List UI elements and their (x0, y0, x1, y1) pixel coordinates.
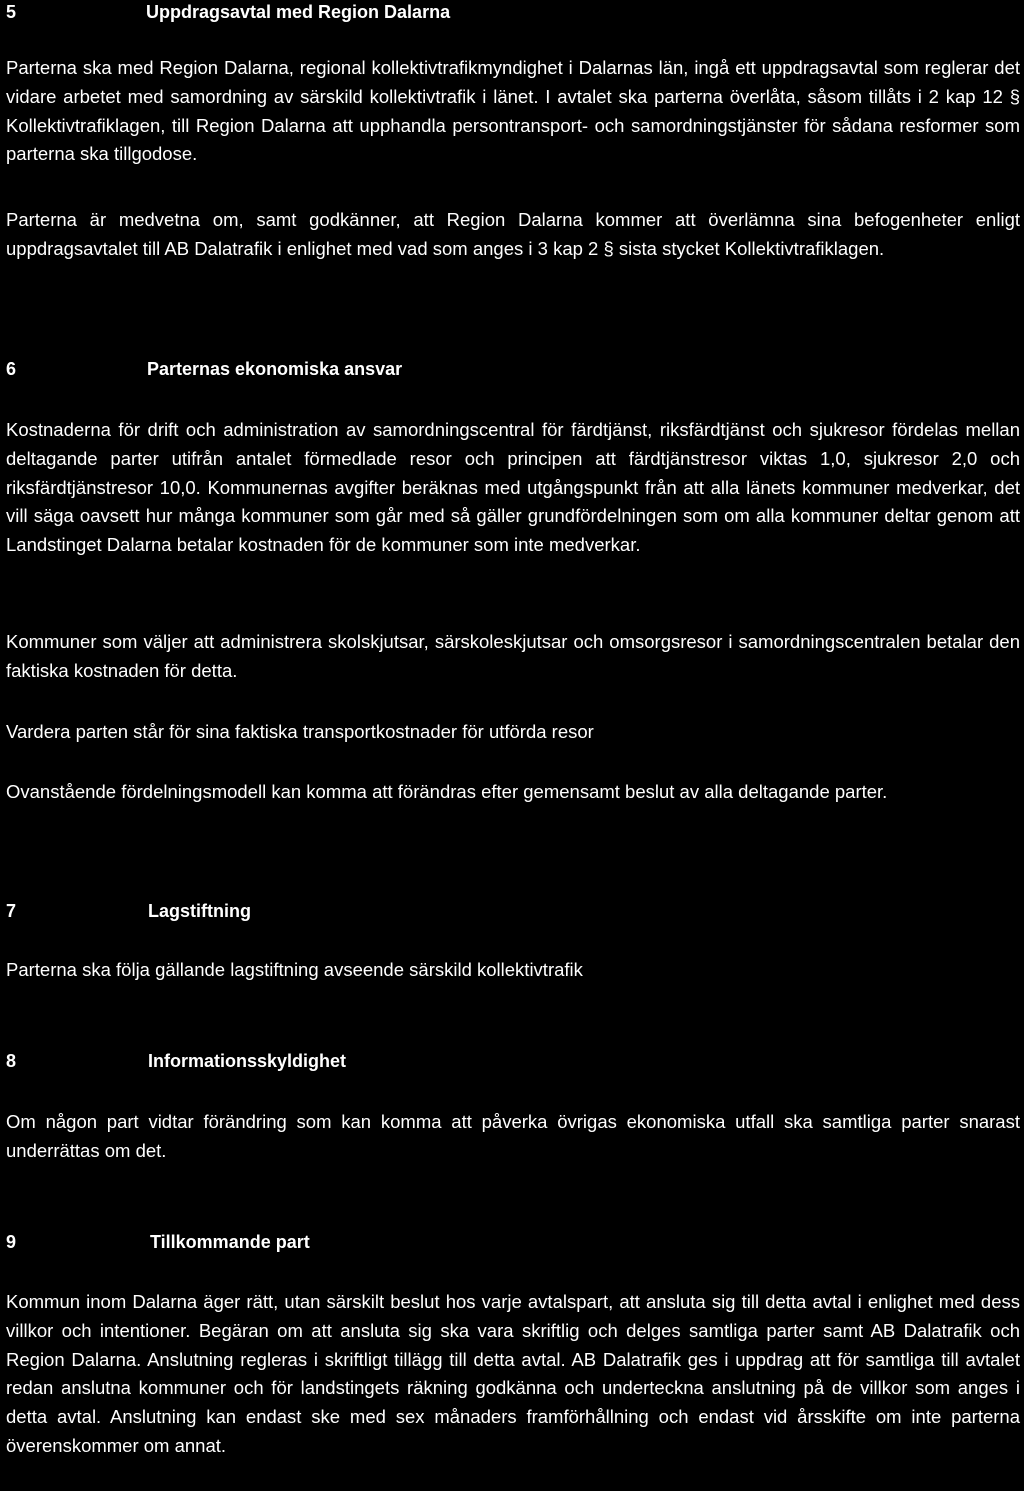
paragraph: Parterna är medvetna om, samt godkänner, att Region Dalarna kommer att överlämna sina befogenheter enligt uppdragsavtalet till AB Dalatrafik i enlighet med vad som anges i 3 kap 2 § sista stycket Kollektivtrafiklagen. (6, 209, 1020, 259)
paragraph: Parterna ska följa gällande lagstiftning avseende särskild kollektivtrafik (6, 959, 583, 980)
paragraph: Kommuner som väljer att administrera skolskjutsar, särskoleskjutsar och omsorgsresor i samordningscentralen betalar den faktiska kostnaden för detta. (6, 631, 1020, 681)
section-title: Uppdragsavtal med Region Dalarna (146, 2, 451, 22)
section-number: 8 (6, 1051, 17, 1071)
section-title: Informationsskyldighet (148, 1051, 347, 1071)
section-number: 5 (6, 2, 17, 22)
section-number: 6 (6, 359, 17, 379)
section-title: Tillkommande part (150, 1232, 310, 1252)
paragraph: Vardera parten står för sina faktiska transportkostnader för utförda resor (6, 721, 594, 742)
paragraph: Kostnaderna för drift och administration av samordningscentral för färdtjänst, riksfärdtjänst och sjukresor fördelas mellan deltagande parter utifrån antalet förmedlade resor och principen att färdtjänstresor viktas 1,0, sjukresor 2,0 och riksfärdtjänstresor 10,0. Kommunernas avgifter beräknas med utgångspunkt från att alla länets kommuner medverkar, det vill säga oavsett hur många kommuner som går med så gäller grundfördelningen som om alla kommuner deltar genom att Landstinget Dalarna betalar kostnaden för de kommuner som inte medverkar. (6, 419, 1020, 556)
paragraph: Kommun inom Dalarna äger rätt, utan särskilt beslut hos varje avtalspart, att ansluta sig till detta avtal i enlighet med dess villkor och intentioner. Begäran om att ansluta sig ska vara skriftlig och delges samtliga parter samt AB Dalatrafik och Region Dalarna. Anslutning regleras i skriftligt tillägg till detta avtal. AB Dalatrafik ges i uppdrag att för samtliga till avtalet redan anslutna kommuner och för landstingets räkning godkänna och underteckna anslutning på de villkor som anges i detta avtal. Anslutning kan endast ske med sex månaders framförhållning och endast vid årsskifte om inte parterna överenskommer om annat. (6, 1291, 1020, 1456)
section-title: Parternas ekonomiska ansvar (147, 359, 403, 379)
paragraph: Parterna ska med Region Dalarna, regional kollektivtrafikmyndighet i Dalarnas län, ingå ett uppdragsavtal som reglerar det vidare arbetet med samordning av särskild kollektivtrafik i länet. I avtalet ska parterna överlåta, såsom tillåts i 2 kap 12 § Kollektivtrafiklagen, till Region Dalarna att upphandla persontransport- och samordningstjänster för sådana resformer som parterna ska tillgodose. (6, 57, 1020, 165)
section-number: 7 (6, 901, 17, 921)
section-number: 9 (6, 1232, 17, 1252)
paragraph: Ovanstående fördelningsmodell kan komma att förändras efter gemensamt beslut av alla deltagande parter. (6, 781, 888, 802)
paragraph: Om någon part vidtar förändring som kan komma att påverka övrigas ekonomiska utfall ska samtliga parter snarast underrättas om det. (6, 1111, 1020, 1161)
section-title: Lagstiftning (148, 901, 251, 921)
